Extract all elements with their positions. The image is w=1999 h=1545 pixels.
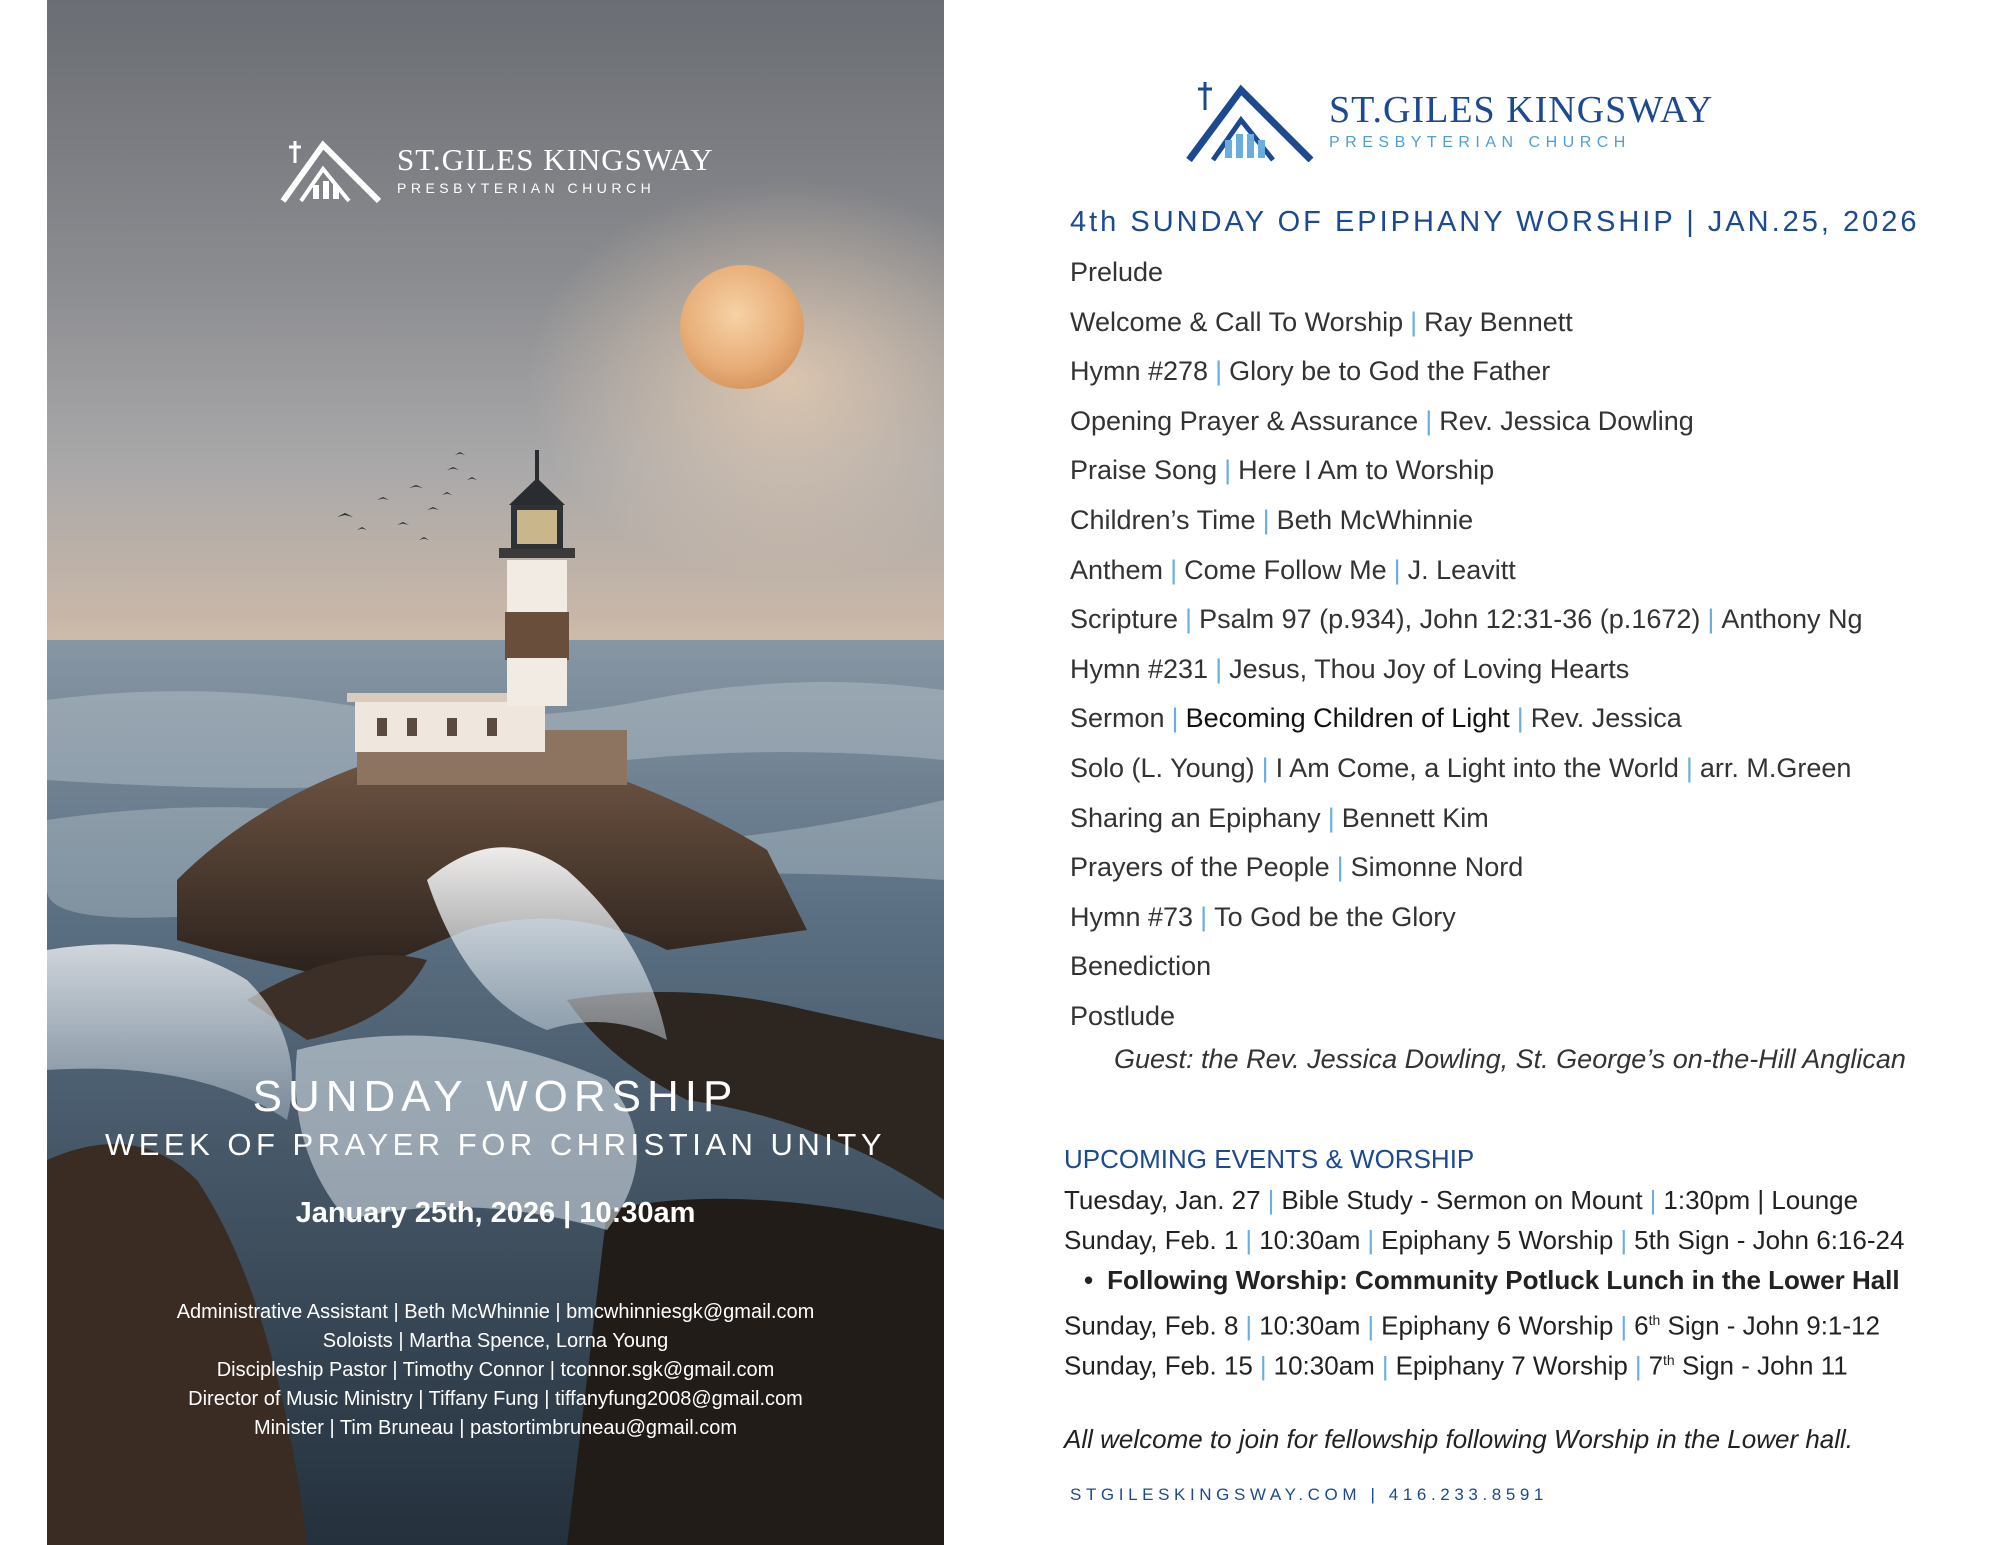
- order-item: Postlude: [1070, 1000, 1176, 1031]
- birds-decoration: [337, 452, 477, 540]
- cover-subtitle: WEEK OF PRAYER FOR CHRISTIAN UNITY: [104, 1127, 887, 1162]
- cover-logo-name: ST.GILES KINGSWAY: [397, 142, 714, 177]
- cover-datetime: January 25th, 2026 | 10:30am: [295, 1197, 696, 1229]
- cover-logo: [279, 135, 714, 203]
- service-heading: 4th SUNDAY OF EPIPHANY WORSHIP | JAN.25, 2026: [1070, 206, 1920, 238]
- events-heading: UPCOMING EVENTS & WORSHIP: [1064, 1144, 1475, 1174]
- church-logo-icon: [279, 135, 383, 203]
- event-row: Sunday, Feb. 8 | 10:30am | Epiphany 6 Worship | 6th Sign - John 9:1-12: [1064, 1310, 1880, 1341]
- event-row: Tuesday, Jan. 27 | Bible Study - Sermon on Mount | 1:30pm | Lounge: [1064, 1185, 1859, 1215]
- bulletin-logo-name: ST.GILES KINGSWAY: [1329, 89, 1714, 131]
- welcome-note: All welcome to join for fellowship following Worship in the Lower hall.: [1064, 1424, 1854, 1454]
- order-item: Hymn #231 | Jesus, Thou Joy of Loving Hearts: [1070, 653, 1630, 684]
- order-item: Prayers of the People | Simonne Nord: [1070, 852, 1524, 883]
- bulletin-logo-subtitle: PRESBYTERIAN CHURCH: [1329, 134, 1631, 151]
- event-row: Sunday, Feb. 15 | 10:30am | Epiphany 7 Worship | 7th Sign - John 11: [1064, 1350, 1848, 1381]
- event-row: Sunday, Feb. 1 | 10:30am | Epiphany 5 Worship | 5th Sign - John 6:16-24: [1064, 1225, 1905, 1255]
- order-item: Hymn #73 | To God be the Glory: [1070, 901, 1456, 932]
- order-of-service: [1070, 252, 1862, 1046]
- order-item: Benediction: [1070, 951, 1212, 982]
- staff-line: Director of Music Ministry | Tiffany Fung | tiffanyfung2008@gmail.com: [188, 1388, 803, 1410]
- order-item: Praise Song | Here I Am to Worship: [1070, 455, 1495, 486]
- staff-line: Soloists | Martha Spence, Lorna Young: [322, 1330, 669, 1352]
- guest-note: Guest: the Rev. Jessica Dowling, St. George’s on-the-Hill Anglican: [1114, 1044, 1906, 1074]
- order-item: Anthem | Come Follow Me | J. Leavitt: [1070, 554, 1516, 585]
- order-item: Hymn #278 | Glory be to God the Father: [1070, 356, 1551, 387]
- order-item: Opening Prayer & Assurance | Rev. Jessica Dowling: [1070, 405, 1694, 436]
- church-logo-icon: [1185, 78, 1315, 162]
- cover-logo-subtitle: PRESBYTERIAN CHURCH: [397, 180, 656, 196]
- order-item: Sharing an Epiphany | Bennett Kim: [1070, 802, 1489, 833]
- staff-line: Administrative Assistant | Beth McWhinnie | bmcwhinniesgk@gmail.com: [176, 1301, 815, 1323]
- staff-line: Discipleship Pastor | Timothy Connor | tconnor.sgk@gmail.com: [216, 1359, 775, 1381]
- events-list: [1064, 1182, 1904, 1382]
- order-item: Sermon | Becoming Children of Light | Rev. Jessica: [1070, 703, 1682, 734]
- footer-contact[interactable]: STGILESKINGSWAY.COM | 416.233.8591: [1070, 1485, 1548, 1504]
- cover-panel: [47, 0, 944, 1545]
- staff-line: Minister | Tim Bruneau | pastortimbruneau@gmail.com: [253, 1417, 738, 1439]
- order-item: Prelude: [1070, 257, 1164, 287]
- order-item: Scripture | Psalm 97 (p.934), John 12:31-36 (p.1672) | Anthony Ng: [1070, 604, 1863, 635]
- order-item: Children’s Time | Beth McWhinnie: [1070, 504, 1474, 535]
- event-bullet: • Following Worship: Community Potluck Lunch in the Lower Hall: [1064, 1262, 1904, 1302]
- order-item: Welcome & Call To Worship | Ray Bennett: [1070, 306, 1573, 337]
- staff-list: [47, 1298, 944, 1443]
- bulletin-logo: [1185, 78, 1713, 162]
- cover-title: SUNDAY WORSHIP: [252, 1072, 739, 1121]
- order-item: Solo (L. Young) | I Am Come, a Light into the World | arr. M.Green: [1070, 752, 1852, 783]
